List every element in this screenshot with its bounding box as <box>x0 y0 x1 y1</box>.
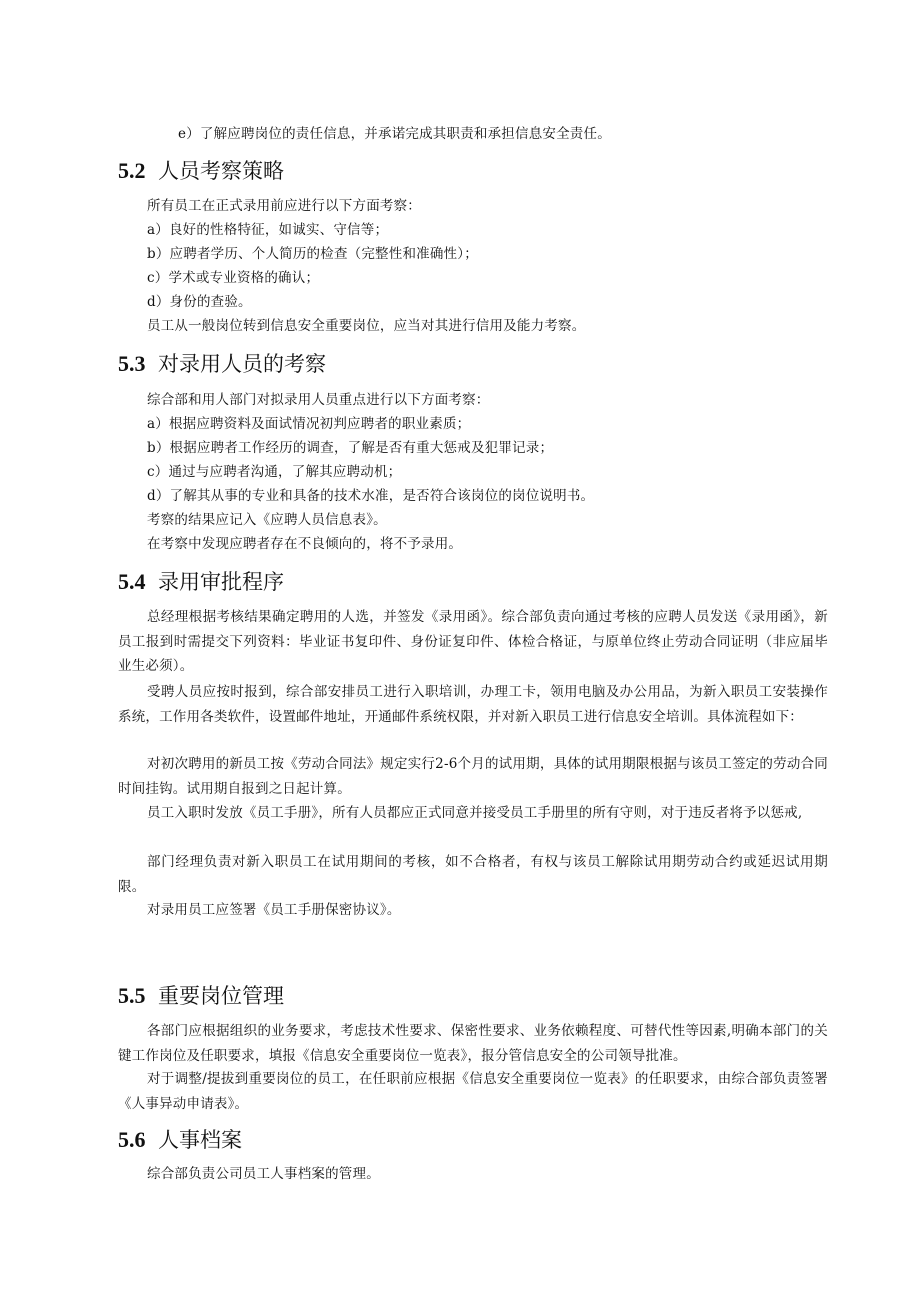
paragraph-line: 综合部负责公司员工人事档案的管理。 <box>147 1166 380 1182</box>
list-item-a: a）根据应聘资料及面试情况初判应聘者的职业素质； <box>147 416 471 432</box>
section-title: 对录用人员的考察 <box>158 352 326 376</box>
paragraph: 部门经理负责对新入职员工在试用期间的考核，如不合格者，有权与该员工解除试用期劳动合约或延迟试用期限。 <box>118 854 828 895</box>
section-number: 5.4 <box>118 569 146 594</box>
paragraph: 对初次聘用的新员工按《劳动合同法》规定实行2-6个月的试用期，具体的试用期限根据与该员工签定的劳动合同时间挂钩。试用期自报到之日起计算。 <box>118 756 828 797</box>
section-heading-5-6 <box>118 1125 242 1155</box>
list-item-d: d）身份的查验。 <box>147 294 252 310</box>
paragraph-line: 所有员工在正式录用前应进行以下方面考察： <box>147 198 421 214</box>
paragraph: 员工入职时发放《员工手册》，所有人员都应正式同意并接受员工手册里的所有守则，对于违反者将予以惩戒, <box>147 805 803 821</box>
section-heading-5-4 <box>118 567 284 597</box>
section-number: 5.5 <box>118 983 146 1008</box>
list-item-c: c）通过与应聘者沟通，了解其应聘动机； <box>147 464 402 480</box>
paragraph-line: 在考察中发现应聘者存在不良倾向的，将不予录用。 <box>147 536 463 552</box>
section-title: 人员考察策略 <box>158 159 284 183</box>
section-heading-5-2 <box>118 156 284 186</box>
paragraph: 受聘人员应按时报到，综合部安排员工进行入职培训，办理工卡，领用电脑及办公用品，为新入职员工安装操作系统，工作用各类软件，设置邮件地址，开通邮件系统权限，并对新入职员工进行信息安全培训。具体流程如下： <box>118 684 828 725</box>
section-number: 5.6 <box>118 1127 146 1152</box>
list-item-d: d）了解其从事的专业和具备的技术水准，是否符合该岗位的岗位说明书。 <box>147 488 595 504</box>
section-heading-5-5 <box>118 981 284 1011</box>
paragraph: 对于调整/提拔到重要岗位的员工，在任职前应根据《信息安全重要岗位一览表》的任职要求，由综合部负责签署《人事异动申请表》。 <box>118 1071 828 1112</box>
paragraph-line: 考察的结果应记入《应聘人员信息表》。 <box>147 512 387 528</box>
section-title: 人事档案 <box>158 1128 242 1152</box>
list-item-e: e）了解应聘岗位的责任信息，并承诺完成其职责和承担信息安全责任。 <box>178 126 611 142</box>
section-number: 5.2 <box>118 158 146 183</box>
section-title: 录用审批程序 <box>158 570 284 594</box>
list-item-b: b）根据应聘者工作经历的调查，了解是否有重大惩戒及犯罪记录； <box>147 440 554 456</box>
section-number: 5.3 <box>118 351 146 376</box>
paragraph: 对录用员工应签署《员工手册保密协议》。 <box>147 902 401 918</box>
list-item-a: a）良好的性格特征，如诚实、守信等； <box>147 222 389 238</box>
paragraph-line: 员工从一般岗位转到信息安全重要岗位，应当对其进行信用及能力考察。 <box>147 318 586 334</box>
paragraph: 总经理根据考核结果确定聘用的人选，并签发《录用函》。综合部负责向通过考核的应聘人员发送《录用函》，新员工报到时需提交下列资料：毕业证书复印件、身份证复印件、体检合格证，与原单位终止劳动合同证明（非应届毕业生必须）。 <box>118 609 828 674</box>
paragraph-line: 综合部和用人部门对拟录用人员重点进行以下方面考察： <box>147 392 490 408</box>
paragraph: 各部门应根据组织的业务要求，考虑技术性要求、保密性要求、业务依赖程度、可替代性等因素,明确本部门的关键工作岗位及任职要求，填报《信息安全重要岗位一览表》，报分管信息安全的公司领导批准。 <box>118 1023 828 1064</box>
list-item-c: c）学术或专业资格的确认； <box>147 270 320 286</box>
list-item-b: b）应聘者学历、个人简历的检查（完整性和准确性）； <box>147 246 478 262</box>
section-title: 重要岗位管理 <box>158 984 284 1008</box>
section-heading-5-3 <box>118 349 326 379</box>
